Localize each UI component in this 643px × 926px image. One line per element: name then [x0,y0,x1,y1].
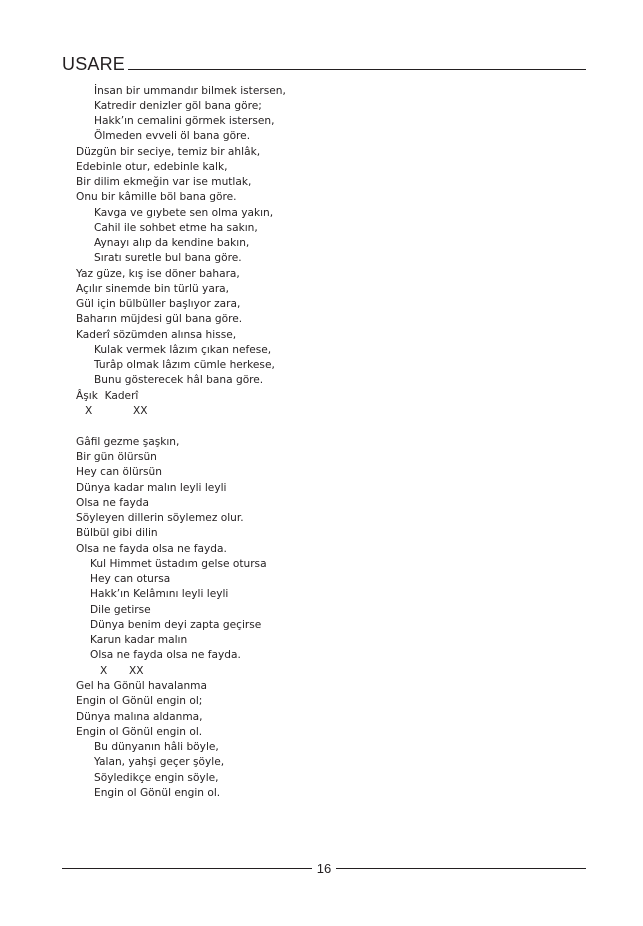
poem-line: Aynayı alıp da kendine bakın, [94,237,250,249]
section-mark-x: X [100,665,108,677]
poem-line: Engin ol Gönül engin ol. [76,726,203,738]
section-mark-xx: XX [129,665,144,677]
poem-line: Söyledikçe engin söyle, [94,772,219,784]
poem-line: Hakk’ın cemalini görmek istersen, [94,115,275,127]
poem-line: Kavga ve gıybete sen olma yakın, [94,207,274,219]
section-mark-x: X [85,405,93,417]
poem-line: İnsan bir ummandır bilmek istersen, [94,85,286,97]
poem-line: Dile getirse [90,604,151,616]
poem-line: Gâfil gezme şaşkın, [76,436,180,448]
header-rule [128,69,586,70]
poem-line: Yaz güze, kış ise döner bahara, [76,268,240,280]
poem-line: Hey can otursa [90,573,171,585]
poem-line: Sıratı suretle bul bana göre. [94,252,242,264]
poem-line: Turâp olmak lâzım cümle herkese, [94,359,275,371]
poem-line: Yalan, yahşi geçer şöyle, [94,756,225,768]
poem-line: Bunu gösterecek hâl bana göre. [94,374,264,386]
poem-line: Engin ol Gönül engin ol. [94,787,221,799]
poem-line: Gel ha Gönül havalanma [76,680,207,692]
poem-line: Onu bir kâmille böl bana göre. [76,191,237,203]
poem-line: Ölmeden evveli öl bana göre. [94,130,251,142]
poem-author: Âşık Kaderî [76,390,139,402]
section-mark-xx: XX [133,405,148,417]
page-number: 16 [316,861,332,876]
poem-line: Dünya benim deyi zapta geçirse [90,619,262,631]
poem-line: Açılır sinemde bin türlü yara, [76,283,230,295]
poem-line: Hey can ölürsün [76,466,162,478]
poem-line: Hakk’ın Kelâmını leyli leyli [90,588,229,600]
poem-line: Cahil ile sohbet etme ha sakın, [94,222,258,234]
poem-line: Olsa ne fayda olsa ne fayda. [76,543,227,555]
poem-line: Bir gün ölürsün [76,451,157,463]
poem-line: Bülbül gibi dilin [76,527,158,539]
footer-rule-left [62,868,312,869]
poem-line: Gül için bülbüller başlıyor zara, [76,298,241,310]
poem-line: Dünya kadar malın leyli leyli [76,482,227,494]
poem-line: Engin ol Gönül engin ol; [76,695,203,707]
poem-line: Olsa ne fayda [76,497,149,509]
poem-line: Baharın müjdesi gül bana göre. [76,313,243,325]
poem-line: Söyleyen dillerin söylemez olur. [76,512,244,524]
poem-line: Karun kadar malın [90,634,188,646]
poem-line: Olsa ne fayda olsa ne fayda. [90,649,241,661]
page-header [62,54,586,74]
poem-line: Bir dilim ekmeğin var ise mutlak, [76,176,252,188]
poem-line: Bu dünyanın hâli böyle, [94,741,219,753]
poem-line: Kul Himmet üstadım gelse otursa [90,558,267,570]
poem-line: Edebinle otur, edebinle kalk, [76,161,228,173]
poem-line: Dünya malına aldanma, [76,711,203,723]
footer-rule-right [336,868,586,869]
page-header-title: USARE [62,54,126,74]
poem-line: Kulak vermek lâzım çıkan nefese, [94,344,272,356]
poem-line: Kaderî sözümden alınsa hisse, [76,329,237,341]
page-footer [62,860,586,878]
poem-line: Katredir denizler göl bana göre; [94,100,262,112]
poem-line: Düzgün bir seciye, temiz bir ahlâk, [76,146,261,158]
